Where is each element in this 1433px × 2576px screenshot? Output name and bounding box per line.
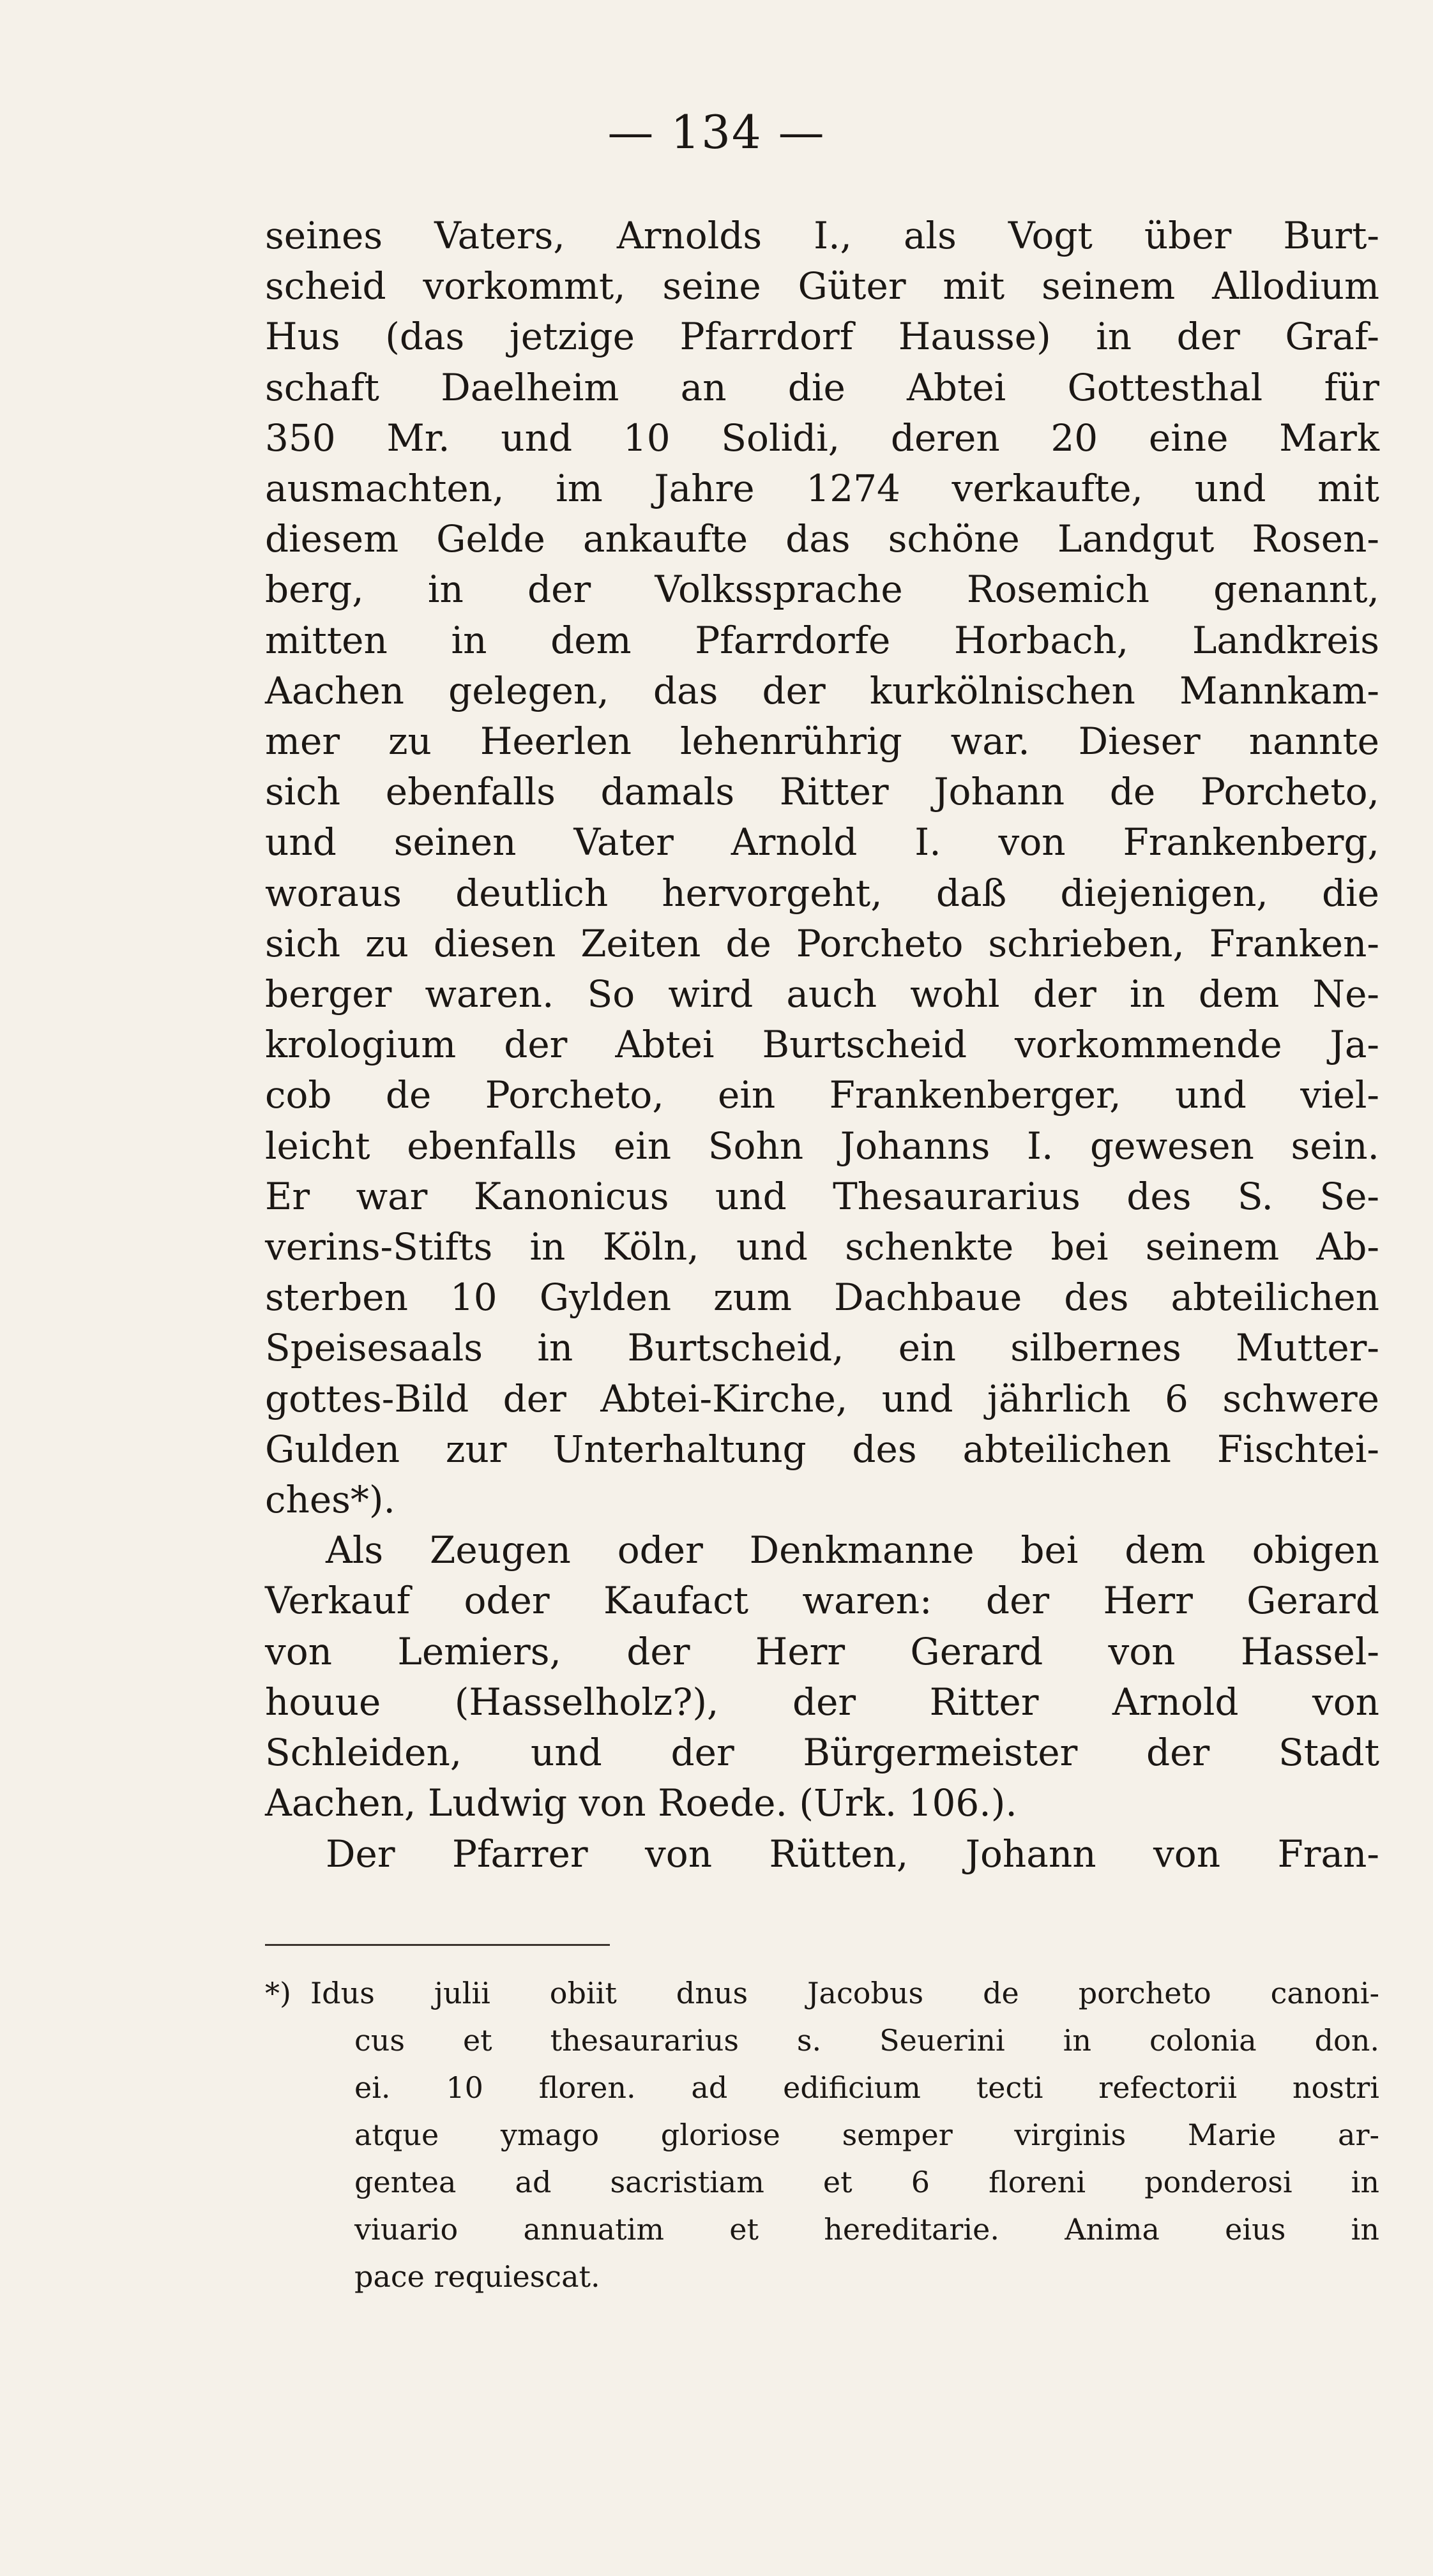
- text-line: von Lemiers, der Herr Gerard von Hassel-: [265, 1629, 1379, 1673]
- footnote-line: atque ymago gloriose semper virginis Marie ar-: [354, 2118, 1379, 2152]
- text-line: Hus (das jetzige Pfarrdorf Hausse) in der Graf-: [265, 315, 1379, 359]
- text-line: Aachen, Ludwig von Roede. (Urk. 106.).: [265, 1781, 1017, 1825]
- text-line: sich ebenfalls damals Ritter Johann de Porcheto,: [265, 770, 1379, 814]
- text-line: diesem Gelde ankaufte das schöne Landgut Rosen-: [265, 517, 1379, 561]
- text-line: leicht ebenfalls ein Sohn Johanns I. gewesen sein.: [265, 1124, 1379, 1168]
- page-number: — 134 —: [607, 105, 826, 159]
- text-line: scheid vorkommt, seine Güter mit seinem Allodium: [265, 264, 1379, 308]
- text-line: ausmachten, im Jahre 1274 verkaufte, und mit: [265, 467, 1379, 511]
- footnote-line: cus et thesaurarius s. Seuerini in colonia don.: [354, 2023, 1379, 2058]
- text-line: Speisesaals in Burtscheid, ein silbernes Mutter-: [265, 1326, 1379, 1370]
- footnote-line: ei. 10 floren. ad edificium tecti refectorii nostri: [354, 2070, 1379, 2105]
- paragraph-start-line: Der Pfarrer von Rütten, Johann von Fran-: [326, 1832, 1379, 1876]
- text-line: schaft Daelheim an die Abtei Gottesthal für: [265, 365, 1379, 409]
- text-line: ches*).: [265, 1478, 395, 1522]
- text-line: Er war Kanonicus und Thesaurarius des S. Se-: [265, 1174, 1379, 1218]
- text-line: seines Vaters, Arnolds I., als Vogt über Burt-: [265, 214, 1379, 257]
- text-line: und seinen Vater Arnold I. von Frankenberg,: [265, 820, 1379, 864]
- footnote-divider: [265, 1944, 610, 1946]
- paragraph-start-line: Als Zeugen oder Denkmanne bei dem obigen: [326, 1528, 1379, 1572]
- text-line: houue (Hasselholz?), der Ritter Arnold von: [265, 1680, 1379, 1724]
- text-line: woraus deutlich hervorgeht, daß diejenigen, die: [265, 871, 1379, 915]
- text-line: mitten in dem Pfarrdorfe Horbach, Landkreis: [265, 618, 1379, 662]
- text-line: Verkauf oder Kaufact waren: der Herr Gerard: [265, 1579, 1379, 1623]
- footnote-marker: *): [265, 1976, 291, 2010]
- text-line: berg, in der Volkssprache Rosemich genannt,: [265, 568, 1379, 612]
- text-line: Gulden zur Unterhaltung des abteilichen Fischtei-: [265, 1427, 1379, 1471]
- text-line: berger waren. So wird auch wohl der in dem Ne-: [265, 972, 1379, 1016]
- text-line: cob de Porcheto, ein Frankenberger, und viel-: [265, 1073, 1379, 1117]
- footnote-line: pace requiescat.: [354, 2259, 600, 2294]
- footnote: [265, 1970, 1379, 2300]
- footnote-text: Idus julii obiit dnus Jacobus de porcheto canoni-: [310, 1976, 1379, 2010]
- text-line: Schleiden, und der Bürgermeister der Stadt: [265, 1731, 1379, 1775]
- footnote-line: viuario annuatim et hereditarie. Anima eius in: [354, 2212, 1379, 2247]
- text-line: 350 Mr. und 10 Solidi, deren 20 eine Mark: [265, 416, 1379, 460]
- text-line: sterben 10 Gylden zum Dachbaue des abteilichen: [265, 1276, 1379, 1320]
- body-text: [265, 211, 1379, 1879]
- text-line: Aachen gelegen, das der kurkölnischen Mannkam-: [265, 668, 1379, 712]
- footnote-line: gentea ad sacristiam et 6 floreni ponderosi in: [354, 2165, 1379, 2199]
- text-line: mer zu Heerlen lehenrührig war. Dieser nannte: [265, 719, 1379, 764]
- footnote-line: [265, 1970, 1379, 2017]
- text-line: gottes-Bild der Abtei-Kirche, und jährlich 6 schwere: [265, 1376, 1379, 1420]
- text-line: verins-Stifts in Köln, und schenkte bei seinem Ab-: [265, 1225, 1379, 1269]
- text-line: sich zu diesen Zeiten de Porcheto schrieben, Franken-: [265, 921, 1379, 965]
- text-line: krologium der Abtei Burtscheid vorkommende Ja-: [265, 1023, 1379, 1067]
